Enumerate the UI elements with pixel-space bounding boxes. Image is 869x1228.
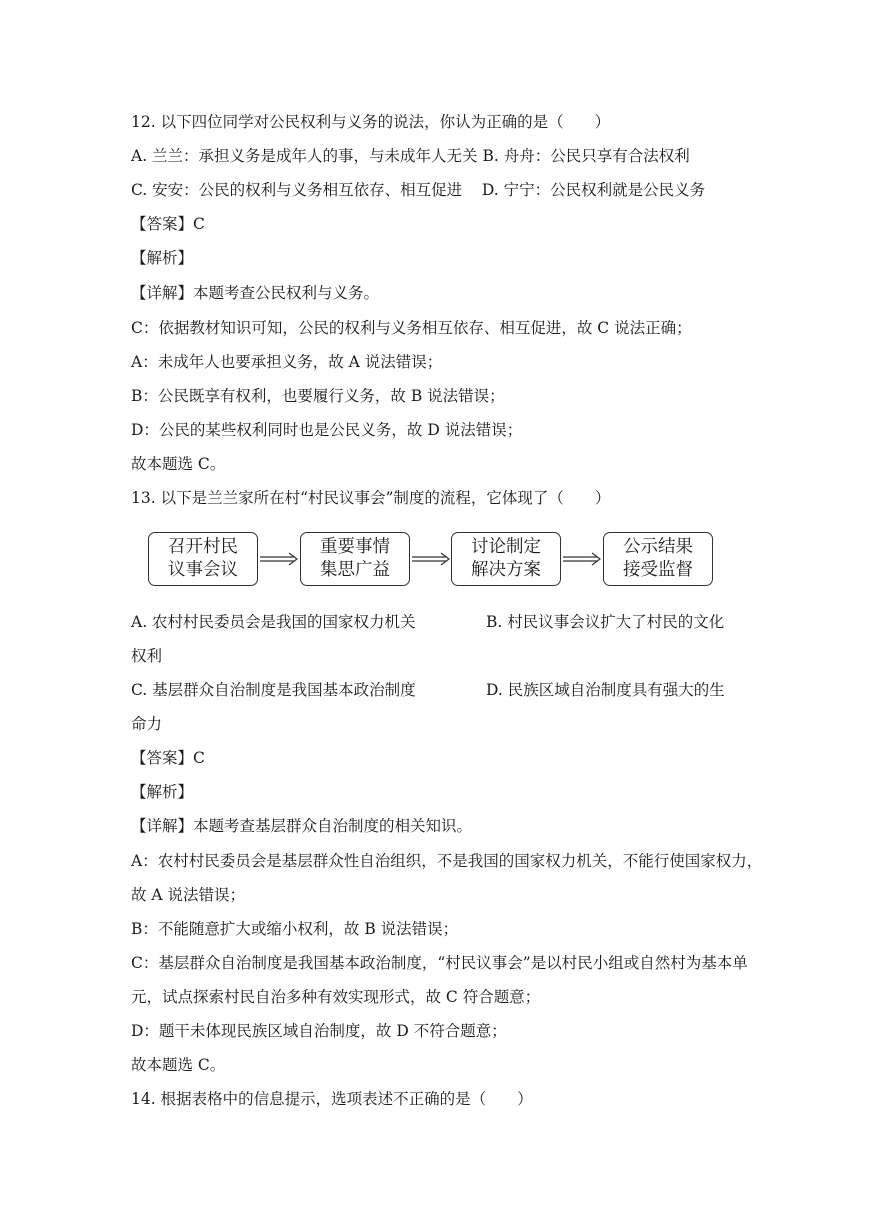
q13-explanation-a: A：农村村民委员会是基层群众性自治组织，不是我国的国家权力机关，不能行使国家权力， xyxy=(131,852,763,870)
q13-flow-diagram xyxy=(148,532,728,588)
q13-option-a: A. 农村村民委员会是我国的国家权力机关 xyxy=(131,613,416,631)
q13-explanation-d: D：题干未体现民族区域自治制度，故 D 不符合题意； xyxy=(131,1022,507,1040)
q12-conclusion: 故本题选 C。 xyxy=(131,455,226,473)
q12-detail: 【详解】本题考查公民权利与义务。 xyxy=(131,284,380,302)
q13-option-d: D. 民族区域自治制度具有强大的生 xyxy=(486,681,725,699)
flow-step-1-line1: 召开村民 xyxy=(168,537,238,557)
q14-stem: 14. 根据表格中的信息提示，选项表述不正确的是（ ） xyxy=(131,1090,533,1108)
flow-step-4 xyxy=(603,532,713,586)
flow-step-4-line2: 接受监督 xyxy=(623,560,693,580)
q12-explanation-c: C：依据教材知识可知，公民的权利与义务相互依存、相互促进，故 C 说法正确； xyxy=(131,319,692,337)
q13-option-b: B. 村民议事会议扩大了村民的文化 xyxy=(486,613,725,631)
q12-explanation-b: B：公民既享有权利，也要履行义务，故 B 说法错误； xyxy=(131,387,505,405)
q12-option-d: D. 宁宁：公民权利就是公民义务 xyxy=(481,181,706,199)
q13-option-b-cont: 权利 xyxy=(131,647,163,665)
q12-option-c: C. 安安：公民的权利与义务相互依存、相互促进 xyxy=(131,181,463,199)
flow-step-1-line2: 议事会议 xyxy=(168,560,238,580)
flow-step-3 xyxy=(451,532,561,586)
flow-step-3-line1: 讨论制定 xyxy=(471,537,541,557)
flow-step-2 xyxy=(300,532,410,586)
q13-option-d-cont: 命力 xyxy=(131,715,163,733)
q12-options-row1 xyxy=(131,146,690,166)
q12-explanation-a: A：未成年人也要承担义务，故 A 说法错误； xyxy=(131,353,443,371)
flow-step-1 xyxy=(148,532,258,586)
q12-analysis-heading: 【解析】 xyxy=(131,249,194,267)
q13-explanation-b: B：不能随意扩大或缩小权利，故 B 说法错误； xyxy=(131,920,459,938)
q12-option-b: B. 舟舟：公民只享有合法权利 xyxy=(482,147,690,165)
flow-step-2-line1: 重要事情 xyxy=(320,537,390,557)
q13-option-c: C. 基层群众自治制度是我国基本政治制度 xyxy=(131,681,416,699)
q13-analysis-heading: 【解析】 xyxy=(131,783,194,801)
q12-stem: 12. 以下四位同学对公民权利与义务的说法，你认为正确的是（ ） xyxy=(131,113,611,131)
q12-options-row2 xyxy=(131,180,705,200)
q12-option-a: A. 兰兰：承担义务是成年人的事，与未成年人无关 xyxy=(131,147,478,165)
q13-explanation-a-cont: 故 A 说法错误； xyxy=(131,886,246,904)
flow-step-3-line2: 解决方案 xyxy=(471,560,541,580)
flow-step-2-line2: 集思广益 xyxy=(320,560,390,580)
flow-step-4-line1: 公示结果 xyxy=(623,537,693,557)
double-arrow-icon xyxy=(260,552,298,566)
double-arrow-icon xyxy=(412,552,450,566)
q13-detail: 【详解】本题考查基层群众自治制度的相关知识。 xyxy=(131,817,473,835)
q12-answer: 【答案】C xyxy=(131,215,205,233)
q13-stem: 13. 以下是兰兰家所在村“村民议事会”制度的流程，它体现了（ ） xyxy=(131,489,611,507)
q13-conclusion: 故本题选 C。 xyxy=(131,1056,226,1074)
double-arrow-icon xyxy=(563,552,601,566)
q13-explanation-c: C：基层群众自治制度是我国基本政治制度，“村民议事会”是以村民小组或自然村为基本单 xyxy=(131,954,748,972)
q13-explanation-c-cont: 元，试点探索村民自治多种有效实现形式，故 C 符合题意； xyxy=(131,988,541,1006)
q12-explanation-d: D：公民的某些权利同时也是公民义务，故 D 说法错误； xyxy=(131,421,523,439)
q13-answer: 【答案】C xyxy=(131,749,205,767)
